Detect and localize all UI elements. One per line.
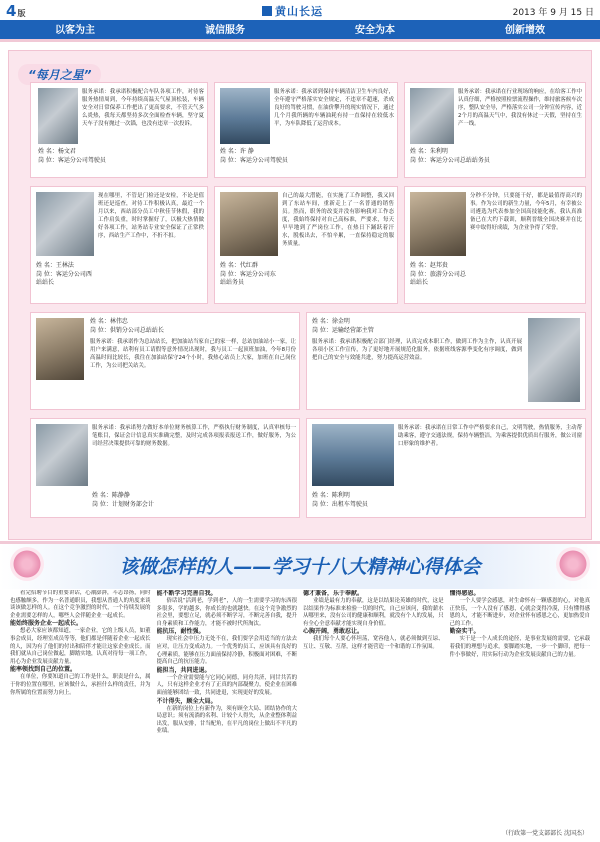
section-title: “每月之星” [18, 64, 101, 85]
paragraph: 一个企业需要能与它同心同德，同舟共济，同甘共苦的人，只有这样企业才有了正真的内部凝聚力，使企业在困难面前能够团结一致，共同进退，实现更好的发展。 [156, 674, 297, 696]
article-column [157, 590, 298, 826]
star-name: 姓 名：陈静静 [92, 492, 130, 499]
star-name: 姓 名：王林法 [36, 262, 74, 269]
author-byline: （行政第一党支部部长 沈国杰） [502, 830, 588, 837]
star-post: 岗 位：旅游分公司总站站长 [410, 271, 466, 286]
star-pledge: 服务承诺：我承诺在日常工作中严格要求自己，文明驾驶，热情服务，主动帮助乘客，遵守交通法规，保持车辆整洁，为乘客提供优质出行服务，做公司窗口形象的维护者。 [398, 425, 582, 447]
star-name: 姓 名：朱利明 [410, 148, 448, 155]
subheading: 不计得失，顾全大局。 [156, 697, 217, 705]
subheading: 勤奋实干。 [449, 628, 480, 636]
star-pledge: 服务承诺：我承诺到保持车辆清洁卫生车内良好，全年遵守严格落实安全规定，不违章不超速，杀成良好的驾驶习惯，在油价攀升的现实情况下，通过几个月我所辆的车辆油耗有持一直保持在较低水平，为车队降低了运营成本。 [274, 89, 394, 127]
subheading: 德才兼备，乐于奉献。 [303, 590, 364, 597]
star-photo [36, 192, 94, 256]
paragraph: 在单位，你要知道自己的工作是什么，职责是什么，属于你的位置在哪里，应该做什么，承担什么样的责任，并为你所属的位置而努力向上。 [10, 674, 151, 696]
star-pledge: 服务承诺：我承诺在行业现场的响应，在给客工作中认真仔细，严格按照检票流程操作，维持旅客候车次序，整队安全导，严格落实公司一分钟宣传内容，近2个月的高温天气中，我没有休过一天假，坚持在生产一线。 [458, 89, 582, 127]
article-body [10, 590, 590, 826]
subheading: 能始终服务企业一起成长。 [10, 620, 83, 628]
star-post: 岗 位：出租车驾驶员 [312, 501, 368, 508]
star-name: 姓 名：代红群 [220, 262, 258, 269]
subheading: 能不断学习完善自我。 [156, 590, 217, 597]
star-post: 岗 位：客运分公司东站站务员 [220, 271, 276, 286]
star-name: 姓 名：陈利明 [312, 492, 350, 499]
paragraph: 一个人要学会感恩，对生命怀有一颗感恩的心，对他真正快乐，一个人没有了感恩，心就会变得冷漠，只有懂得感恩的人，才能不断进步，对企业怀有感恩之心，更加热爱自己的工作。 [449, 598, 590, 627]
paragraph: 实干是一个人成长的途径，是事业发展的需要，它承载着我们的理想与追求，要脚踏实地，一步一个脚印，把每一件小事做好，用实际行动为企业发展贡献自己的力量。 [449, 636, 590, 658]
motto-4: 创新增效 [505, 25, 545, 36]
star-name: 姓 名：赵邦贵 [410, 262, 448, 269]
star-photo [410, 192, 466, 256]
issue-date: 2013 年 9 月 15 日 [512, 8, 594, 18]
star-name: 姓 名：许 静 [220, 148, 254, 155]
motto-1: 以客为主 [55, 25, 95, 36]
article-headline-band [0, 541, 600, 589]
star-post: 岗 位：运输经营部主管 [312, 327, 374, 334]
subheading: 能率领找到自己的位置。 [10, 666, 77, 674]
page-header [0, 0, 600, 20]
star-post: 岗 位：计划财务部会计 [92, 501, 154, 508]
subheading: 懂得感恩。 [449, 590, 480, 597]
star-photo [38, 88, 78, 144]
star-pledge: 服务承诺：我承诺积极配合车队各项工作，对待客服务热情周到，今年持续高温天气屋顶松装，车辆安全对日常保养工作把出了更高要求，不管天气多么炎热，我每天都坚持多次全面检查车辆，坚守夏天车子没有抛过一次锚，也没有违章一次投诉。 [82, 89, 204, 127]
paragraph: 现实社会中压力无处不在，我们要学会用适当的方法去应对，让压力变成动力。一个优秀的员工，应该具有良好的心理素质，能够在压力面前保持冷静，积极面对困难，不断提高自己的抗压能力。 [156, 636, 297, 666]
logo-icon [262, 6, 272, 16]
star-pledge: 自己的最大潜能，在实施了工作调整，我又回到了东站车间，重新走上了一名普通的销售员。然而，职务的改变并没有影响我对工作态度，我始终保持对自己高标准，严要求，每天早早地到了严岗位工作，在热日下踊跃着汗水，脱板出去，不怕辛累，一直保持稳定的服务质量。 [282, 193, 394, 247]
newspaper-logo: 黄山长运 [262, 3, 323, 19]
paragraph: 想必大家应该都知道，一家企业，它的上级人员，如董事会成员，经理室成员等等，他们都是伴随着企业一起成长的人，因为有了他们的付出和陪伴才能让这家企业成长。而我们就从自己岗位做起，脚踏实地，认真对待每一项工作，用心为企业发展贡献力量。 [10, 628, 151, 665]
paragraph: 业绩是最有力的奉献，这是以结果论英雄的时代，这是以结果作为标准来检验一切的时代，自己应该问，我的薪水从哪里来，没有公司的健康和顺利，就没有个人的发展，只有全心全意奉献才能实现自身价值。 [303, 598, 444, 627]
star-pledge: 现在哪里，不管是门检还是安检，不论是值班还是巡查，对待工作积极认真，最近一个月以来，西站部分员工中秋佳节休假，我的工作肩负重，时时掌握好了，以极大热情做好各项工作，站务站专业安全保证了正常秩序，西站生产工作中，不折不扣。 [98, 193, 204, 239]
divider [0, 541, 600, 544]
paragraph: 俗话说“活到老，学到老”，人的一生需要学习的东西很多很多，学的越多，你成长的也就越快。在这个竞争激烈的社会里，要想立足，就必须不断学习，不断完善自我，提升自身素质和工作能力，才能不被时代所淘汰。 [156, 598, 297, 627]
subheading: 心胸开阔，勇敢忍让。 [303, 628, 364, 636]
star-pledge: 服务承诺：我承诺作为总站站长，把加油站当家自己的家一样，总站加油站小一家，让用户来满意，站利有员工请假等意外情况出现时，我与员工一起顶班加油，今年8月份高温时间比较长，我往在加油站保守24个小时，我热心站员上大家，加班在自己岗位工作，为公司把关站关。 [90, 339, 296, 369]
star-post: 岗 位：供销分公司总站站长 [90, 327, 164, 334]
star-photo [36, 318, 84, 380]
article-headline: 该做怎样的人——学习十八大精神心得体会 [119, 556, 481, 578]
paragraph: 我们每个人要心怀坦荡，宽容他人，就必须做到互谅、互让、互敬、互帮，这样才能营造一个和谐的工作氛围。 [303, 636, 444, 650]
star-post: 岗 位：客运分公司驾驶员 [220, 157, 288, 164]
star-photo [220, 192, 278, 256]
article-column [450, 590, 591, 826]
motto-bar [0, 20, 600, 42]
star-photo [410, 88, 454, 144]
star-pledge: 分秒不分钟，只要能干好，都是最值得高兴的事。作为公司的新生力量，今年5月，有幸被公司遴选为代表参加全国高技能化赛，我认真准备已在大约下载训，顺利晋级全国决赛并在比赛中取得好成绩，为企业争得了荣誉。 [470, 193, 582, 231]
paragraph: 在新的岗位上有新作为，须有顾全大局、团结协作的大局意识；须有流淌的名利、计较个人得失，从企业整体利益出发，服从安排，甘当配角，在平凡的岗位上做出不平凡的业绩。 [156, 705, 297, 735]
star-name: 姓 名：杨文君 [38, 148, 76, 155]
star-photo [220, 88, 270, 144]
paragraph: 看完招聘节目的重要讲话，心潮澎湃，斗志昂扬，同时也感触颇多，作为一名普通职员，我想从普通人的角度来谈谈该做怎样的人。在这个竞争激烈的时代，一个待续发展的企业需要怎样的人，哪些人会伴随企业一起成长。 [10, 590, 151, 619]
star-post: 岗 位：客运分公司驾驶员 [38, 157, 106, 164]
article-column [10, 590, 151, 826]
subheading: 能抗压，耐性强。 [156, 628, 205, 636]
star-photo [36, 424, 88, 486]
star-photo [528, 318, 580, 402]
article-column [303, 590, 444, 826]
star-photo [312, 424, 394, 486]
star-post: 岗 位：客运分公司西站站长 [36, 271, 92, 286]
star-name: 姓 名：林伟忠 [90, 318, 128, 325]
page-number: 4版 [6, 2, 26, 20]
star-post: 岗 位：客运分公司总站站务员 [410, 157, 490, 164]
star-pledge: 服务承诺：我承诺努力做好本单位财务核算工作，严格执行财务制度，认真审核每一笔账目，保证会计信息真实准确完整，及时完成各项报表报送工作，做好服务，为公司经营决策提供可靠的财务数据。 [92, 425, 296, 447]
star-name: 姓 名：徐金明 [312, 318, 350, 325]
star-pledge: 服务承诺：我承诺积极配合部门经理，认真完成本职工作，做到工作为主作，认真开展各项小区工作宣传，为了更好地开展规范化服务，依据班线客源季变化有序调度，做到把自己的安全与效能共进，努力提高运营效益。 [312, 339, 522, 361]
motto-2: 诚信服务 [205, 25, 245, 36]
motto-3: 安全为本 [355, 25, 395, 36]
subheading: 能担当，共同进退。 [156, 666, 211, 674]
